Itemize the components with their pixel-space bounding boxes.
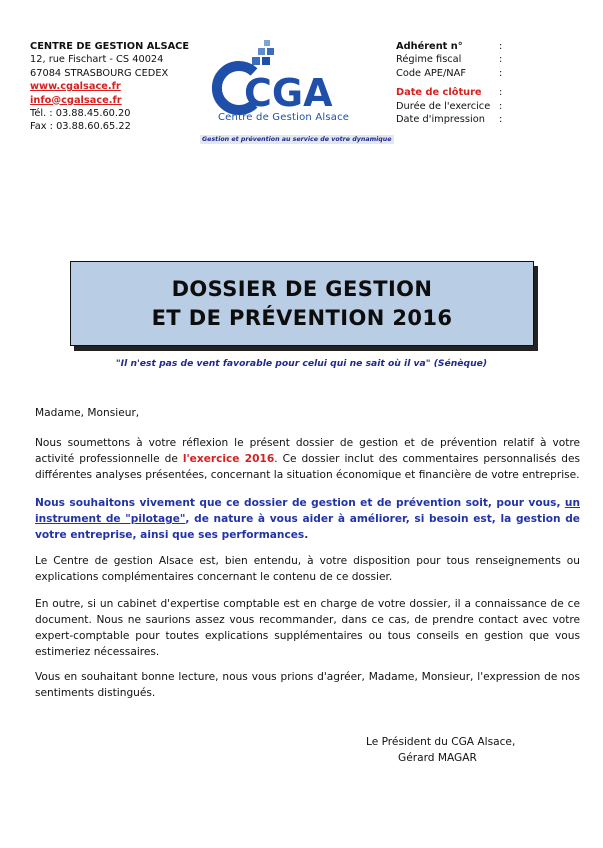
title-line2: ET DE PRÉVENTION 2016 xyxy=(151,306,453,330)
signature-name: Gérard MAGAR xyxy=(398,752,477,764)
header-right xyxy=(396,40,596,126)
title-box xyxy=(70,261,534,346)
svg-text:CGA: CGA xyxy=(244,71,333,115)
address-line1: 12, rue Fischart - CS 40024 xyxy=(30,54,164,66)
field-colon: : xyxy=(499,100,503,112)
logo-tagline: Gestion et prévention au service de votre dynamique xyxy=(202,136,392,143)
tel-number: Tél. : 03.88.45.60.20 xyxy=(30,108,131,120)
fax-number: Fax : 03.88.60.65.22 xyxy=(30,121,131,133)
field-label: Date de clôture xyxy=(396,87,482,99)
org-name: CENTRE DE GESTION ALSACE xyxy=(30,41,190,52)
field-colon: : xyxy=(499,41,503,52)
p2-text-b: , de nature à vous aider à améliorer, si besoin est, la gestion de votre entreprise, ainsi que ses performances. xyxy=(35,513,580,541)
field-label: Adhérent n° xyxy=(396,41,463,52)
field-label: Date d'impression xyxy=(396,114,485,126)
cga-logo xyxy=(200,38,392,148)
quote: "Il n'est pas de vent favorable pour celui qui ne sait où il va" (Sénèque) xyxy=(115,358,488,369)
field-colon: : xyxy=(499,54,503,66)
field-label: Code APE/NAF xyxy=(396,67,466,79)
field-label: Régime fiscal xyxy=(396,54,462,66)
field-adherent xyxy=(396,40,596,53)
field-label: Durée de l'exercice xyxy=(396,100,491,112)
paragraph-2 xyxy=(35,495,580,543)
field-colon: : xyxy=(499,67,503,79)
field-duree xyxy=(396,100,596,113)
website-link[interactable]: www.cgalsace.fr xyxy=(30,81,121,93)
email-link[interactable]: info@cgalsace.fr xyxy=(30,94,122,106)
address-line2: 67084 STRASBOURG CEDEX xyxy=(30,67,169,79)
p1-text-a: Nous soumettons à votre réflexion le présent dossier de gestion et de prévention relatif à votre activité professionnelle de xyxy=(35,437,580,465)
paragraph-4: En outre, si un cabinet d'expertise comptable est en charge de votre dossier, il a connaissance de ce document. Nous ne saurions assez vous recommander, dans ce cas, de prendre contact avec votre expert-comptable pour toutes explications supplémentaires ou tous conseils en gestion que vous estimeriez nécessaires. xyxy=(35,598,580,658)
paragraph-1 xyxy=(35,435,580,483)
field-cloture xyxy=(396,86,596,99)
paragraph-5: Vous en souhaitant bonne lecture, nous vous prions d'agréer, Madame, Monsieur, l'expression de nos sentiments distingués. xyxy=(35,671,580,699)
p1-text-b: . Ce dossier inclut des commentaires personnalisés des différentes analyses présentées, concernant la situation économique et financière de votre entreprise. xyxy=(35,453,581,481)
title-line1: DOSSIER DE GESTION xyxy=(171,277,433,301)
p2-text-a: Nous souhaitons vivement que ce dossier de gestion et de prévention soit, pour vous, xyxy=(35,497,565,509)
field-ape xyxy=(396,67,596,80)
header-left xyxy=(30,40,189,134)
p2-underline: un instrument de "pilotage" xyxy=(35,497,580,525)
greeting: Madame, Monsieur, xyxy=(35,407,140,419)
logo-subtitle: Centre de Gestion Alsace xyxy=(218,112,350,123)
field-regime xyxy=(396,53,596,66)
signature-line1: Le Président du CGA Alsace, xyxy=(366,736,516,748)
field-impression xyxy=(396,113,596,126)
paragraph-3: Le Centre de gestion Alsace est, bien entendu, à votre disposition pour tous renseignements ou explications complémentaires concernant le contenu de ce dossier. xyxy=(35,555,580,583)
field-colon: : xyxy=(499,114,503,126)
p1-highlight: l'exercice 2016 xyxy=(182,453,275,465)
field-colon: : xyxy=(499,87,503,99)
cga-logo-mark xyxy=(200,38,385,138)
